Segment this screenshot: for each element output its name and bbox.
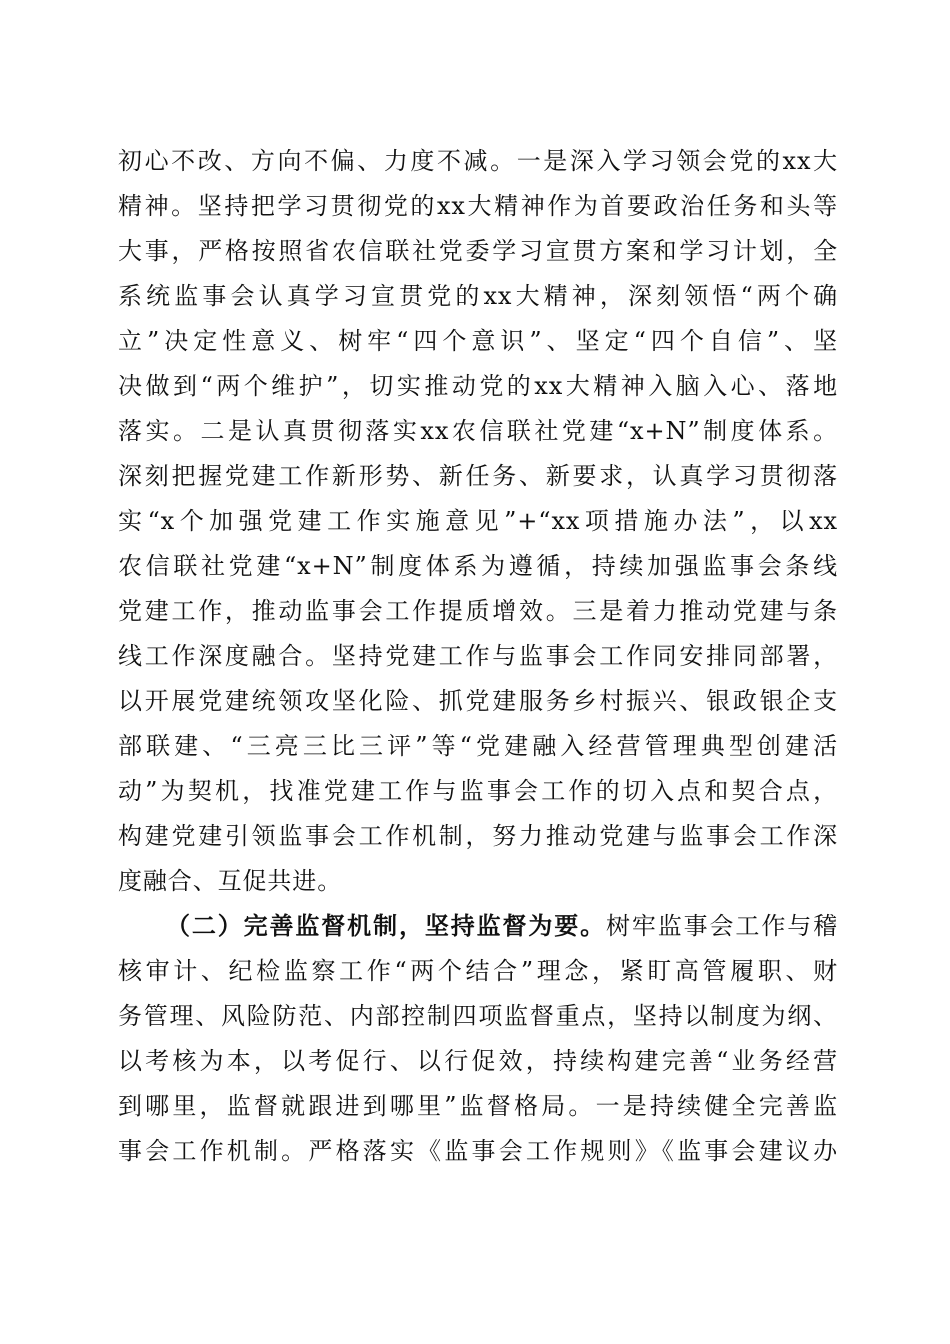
paragraph-line: 立”决定性意义、树牢“四个意识”、坚定“四个自信”、坚: [118, 327, 838, 355]
paragraph-line: 务管理、风险防范、内部控制四项监督重点，坚持以制度为纲、: [118, 1002, 838, 1030]
paragraph-line: 构建党建引领监事会工作机制，努力推动党建与监事会工作深: [118, 822, 838, 850]
section-2-first-line: [166, 906, 838, 946]
paragraph-line: 初心不改、方向不偏、力度不减。一是深入学习领会党的xx大: [118, 147, 838, 175]
paragraph-line: 农信联社党建“x+N”制度体系为遵循，持续加强监事会条线: [118, 552, 838, 580]
paragraph-line: 事会工作机制。严格落实《监事会工作规则》《监事会建议办: [118, 1137, 838, 1165]
paragraph-line: 深刻把握党建工作新形势、新任务、新要求，认真学习贯彻落: [118, 462, 838, 490]
section-2-first-line-text: 树牢监事会工作与稽: [606, 912, 838, 940]
paragraph-line: 大事，严格按照省农信联社党委学习宣贯方案和学习计划，全: [118, 237, 838, 265]
paragraph-line: 线工作深度融合。坚持党建工作与监事会工作同安排同部署，: [118, 642, 838, 670]
paragraph-line-last: 度融合、互促共进。: [118, 867, 343, 895]
paragraph-line: 实“x个加强党建工作实施意见”+“xx项措施办法”，以xx: [118, 507, 838, 535]
paragraph-line: 党建工作，推动监事会工作提质增效。三是着力推动党建与条: [118, 597, 838, 625]
paragraph-line: 部联建、“三亮三比三评”等“党建融入经营管理典型创建活: [118, 732, 838, 760]
paragraph-line: 决做到“两个维护”，切实推动党的xx大精神入脑入心、落地: [118, 372, 838, 400]
paragraph-line: 到哪里，监督就跟进到哪里”监督格局。一是持续健全完善监: [118, 1092, 838, 1120]
paragraph-line: 精神。坚持把学习贯彻党的xx大精神作为首要政治任务和头等: [118, 192, 838, 220]
paragraph-line: 动”为契机，找准党建工作与监事会工作的切入点和契合点，: [118, 777, 838, 805]
paragraph-line: 系统监事会认真学习宣贯党的xx大精神，深刻领悟“两个确: [118, 282, 838, 310]
paragraph-line: 核审计、纪检监察工作“两个结合”理念，紧盯高管履职、财: [118, 957, 838, 985]
paragraph-line: 以考核为本，以考促行、以行促效，持续构建完善“业务经营: [118, 1047, 838, 1075]
paragraph-line: 落实。二是认真贯彻落实xx农信联社党建“x+N”制度体系。: [118, 417, 838, 445]
section-2-heading: （二）完善监督机制，坚持监督为要。: [166, 911, 607, 940]
paragraph-line: 以开展党建统领攻坚化险、抓党建服务乡村振兴、银政银企支: [118, 687, 838, 715]
